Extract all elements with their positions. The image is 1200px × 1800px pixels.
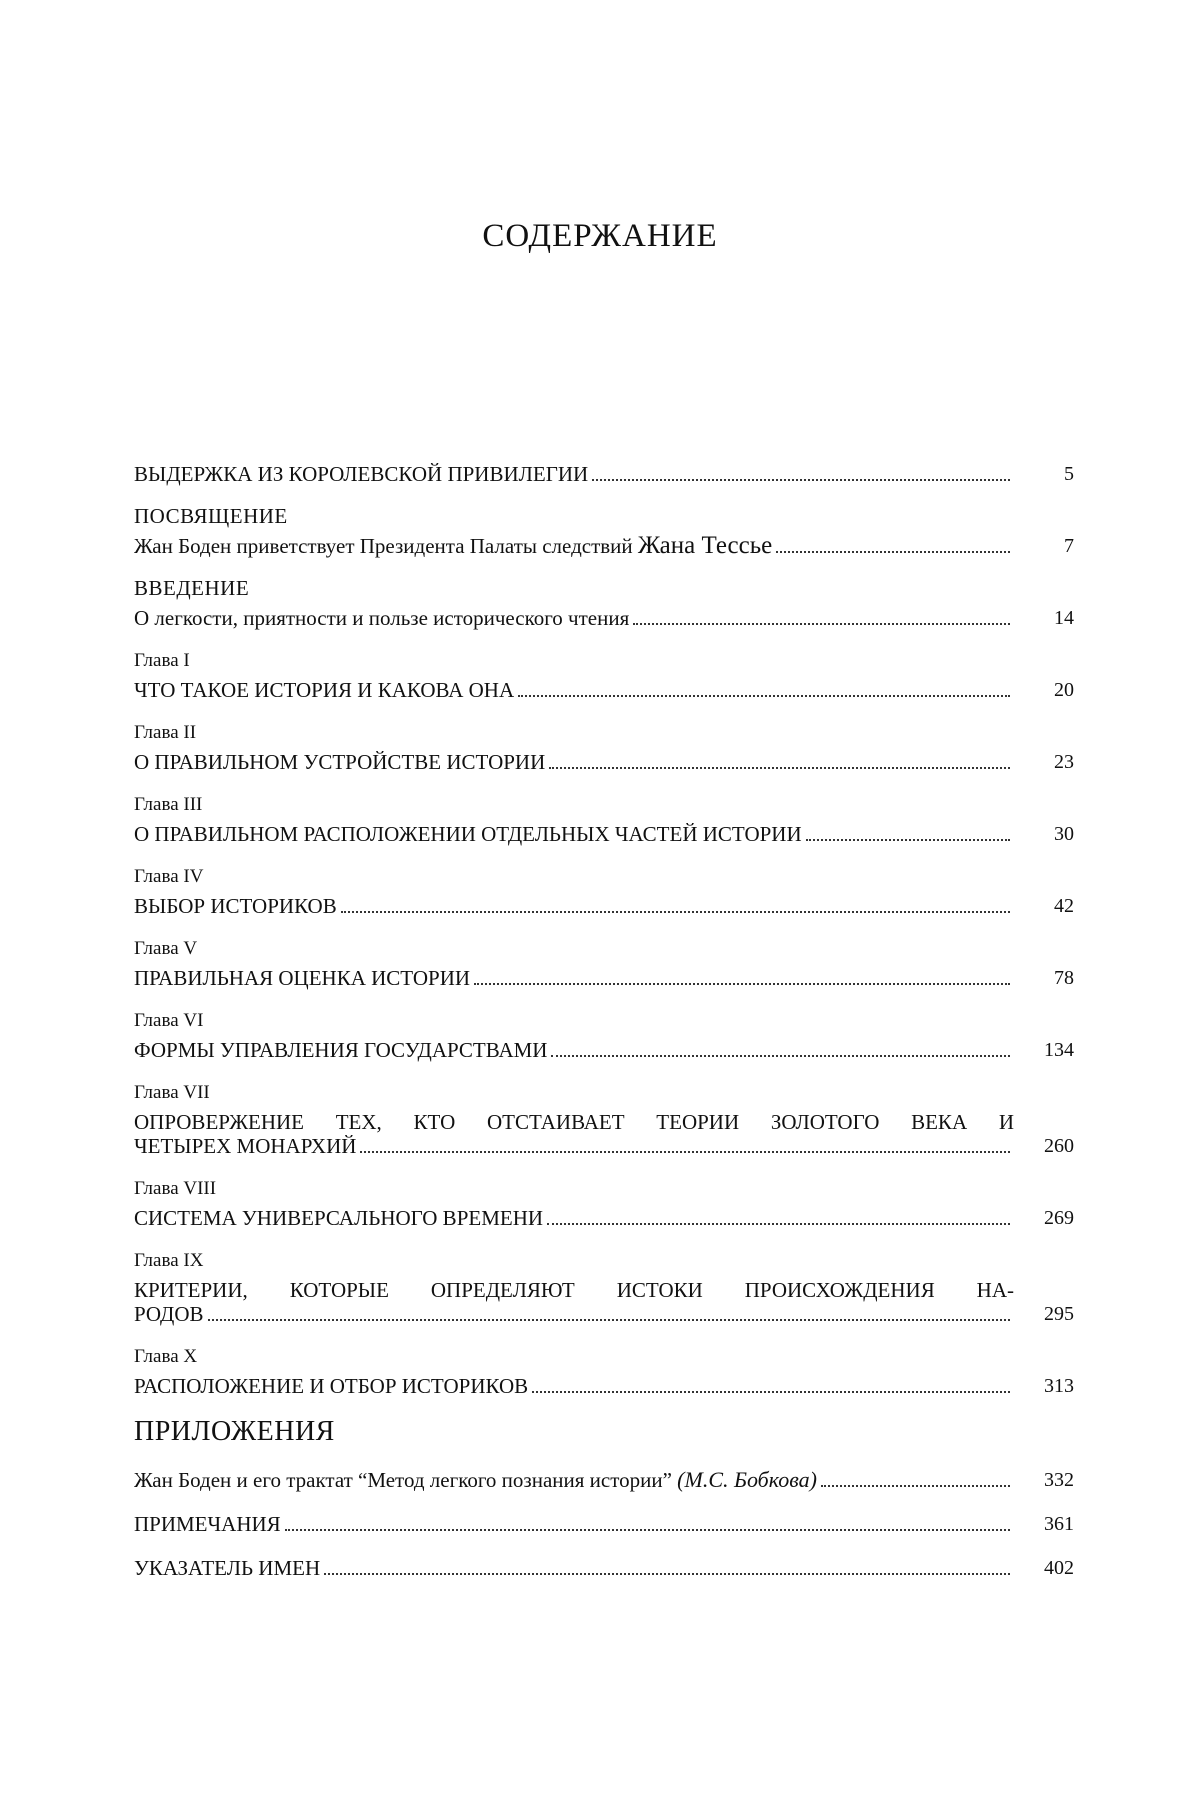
dot-leader (285, 1529, 1010, 1531)
toc-entry-chapter-8[interactable] (134, 1206, 1074, 1230)
chapter-label: Глава IV (134, 866, 204, 887)
dot-leader (592, 479, 1010, 481)
page-number: 295 (1044, 1303, 1074, 1325)
toc-entry-chapter-2[interactable] (134, 750, 1074, 774)
page-number: 402 (1044, 1557, 1074, 1579)
chapter-label: Глава X (134, 1346, 198, 1367)
toc-entry-text: РАСПОЛОЖЕНИЕ И ОТБОР ИСТОРИКОВ (134, 1374, 529, 1398)
page-title: СОДЕРЖАНИЕ (482, 218, 718, 254)
toc-entry-text: ВЫБОР ИСТОРИКОВ (134, 894, 337, 918)
toc-entry-chapter-1[interactable] (134, 678, 1074, 702)
page-number: 134 (1044, 1039, 1074, 1061)
dot-leader (532, 1391, 1010, 1393)
dot-leader (208, 1319, 1010, 1321)
dot-leader (806, 839, 1010, 841)
chapter-label: Глава II (134, 722, 197, 743)
page-number: 332 (1044, 1469, 1074, 1491)
page-number: 30 (1054, 823, 1074, 845)
toc-entry-text-line-2: РОДОВ (134, 1302, 204, 1326)
chapter-label: Глава III (134, 794, 203, 815)
page-number: 20 (1054, 679, 1074, 701)
dot-leader (547, 1223, 1010, 1225)
toc-entry-text: О легкости, приятности и пользе исторического чтения (134, 606, 630, 630)
toc-entry-chapter-6[interactable] (134, 1038, 1074, 1062)
chapter-label: Глава I (134, 650, 190, 671)
dot-leader (551, 1055, 1010, 1057)
dot-leader (474, 983, 1010, 985)
chapter-label: Глава VI (134, 1010, 204, 1031)
table-of-contents (134, 462, 1074, 1580)
toc-entry-chapter-7[interactable] (134, 1110, 1074, 1158)
toc-entry-text: УКАЗАТЕЛЬ ИМЕН (134, 1556, 321, 1580)
chapter-label: Глава VIII (134, 1178, 217, 1199)
dot-leader (518, 695, 1010, 697)
toc-entry-text: ЧТО ТАКОЕ ИСТОРИЯ И КАКОВА ОНА (134, 678, 515, 702)
toc-entry-chapter-10[interactable] (134, 1374, 1074, 1398)
section-heading-appendices: ПРИЛОЖЕНИЯ (134, 1416, 335, 1447)
toc-entry-text-line-1: ОПРОВЕРЖЕНИЕ ТЕХ, КТО ОТСТАИВАЕТ ТЕОРИИ ЗОЛОТОГО ВЕКА И (134, 1110, 1014, 1134)
toc-entry-text (134, 1468, 817, 1492)
section-heading-dedication: ПОСВЯЩЕНИЕ (134, 504, 288, 528)
page-number: 23 (1054, 751, 1074, 773)
page-number: 313 (1044, 1375, 1074, 1397)
dot-leader (776, 551, 1010, 553)
toc-entry-chapter-3[interactable] (134, 822, 1074, 846)
dot-leader (549, 767, 1010, 769)
toc-entry-text (134, 534, 772, 558)
dedication-name: Жана Тессье (637, 532, 773, 559)
chapter-label: Глава VII (134, 1082, 210, 1103)
dot-leader (324, 1573, 1010, 1575)
page-number: 260 (1044, 1135, 1074, 1157)
page-number: 7 (1064, 535, 1074, 557)
toc-entry-text: О ПРАВИЛЬНОМ РАСПОЛОЖЕНИИ ОТДЕЛЬНЫХ ЧАСТЕЙ ИСТОРИИ (134, 822, 802, 846)
toc-entry-text-line-2: ЧЕТЫРЕХ МОНАРХИЙ (134, 1134, 357, 1158)
toc-entry-introduction[interactable] (134, 606, 1074, 630)
toc-entry-chapter-4[interactable] (134, 894, 1074, 918)
toc-entry-appendix-essay[interactable] (134, 1468, 1074, 1492)
toc-entry-notes[interactable] (134, 1512, 1074, 1536)
toc-entry-text: ФОРМЫ УПРАВЛЕНИЯ ГОСУДАРСТВАМИ (134, 1038, 548, 1062)
essay-author: (М.С. Бобкова) (677, 1467, 817, 1492)
toc-entry-chapter-5[interactable] (134, 966, 1074, 990)
page-number: 361 (1044, 1513, 1074, 1535)
toc-entry-text: ВЫДЕРЖКА ИЗ КОРОЛЕВСКОЙ ПРИВИЛЕГИИ (134, 462, 589, 486)
toc-entry-privilege[interactable] (134, 462, 1074, 486)
toc-entry-text: О ПРАВИЛЬНОМ УСТРОЙСТВЕ ИСТОРИИ (134, 750, 546, 774)
page-number: 78 (1054, 967, 1074, 989)
toc-entry-text: ПРИМЕЧАНИЯ (134, 1512, 281, 1536)
toc-entry-text-line-1: КРИТЕРИИ, КОТОРЫЕ ОПРЕДЕЛЯЮТ ИСТОКИ ПРОИСХОЖДЕНИЯ НА- (134, 1278, 1014, 1302)
page-number: 42 (1054, 895, 1074, 917)
toc-entry-text: ПРАВИЛЬНАЯ ОЦЕНКА ИСТОРИИ (134, 966, 471, 990)
dot-leader (633, 623, 1010, 625)
page-number: 269 (1044, 1207, 1074, 1229)
dot-leader (821, 1485, 1010, 1487)
toc-entry-text: СИСТЕМА УНИВЕРСАЛЬНОГО ВРЕМЕНИ (134, 1206, 544, 1230)
page-number: 5 (1064, 463, 1074, 485)
page-number: 14 (1054, 607, 1074, 629)
section-heading-introduction: ВВЕДЕНИЕ (134, 576, 250, 600)
toc-entry-dedication[interactable] (134, 534, 1074, 558)
toc-entry-chapter-9[interactable] (134, 1278, 1074, 1326)
chapter-label: Глава V (134, 938, 198, 959)
dot-leader (360, 1151, 1010, 1153)
essay-title: Жан Боден и его трактат “Метод легкого познания истории” (134, 1468, 678, 1492)
dot-leader (341, 911, 1010, 913)
chapter-label: Глава IX (134, 1250, 204, 1271)
dedication-text: Жан Боден приветствует Президента Палаты следствий (134, 534, 638, 558)
toc-entry-index[interactable] (134, 1556, 1074, 1580)
